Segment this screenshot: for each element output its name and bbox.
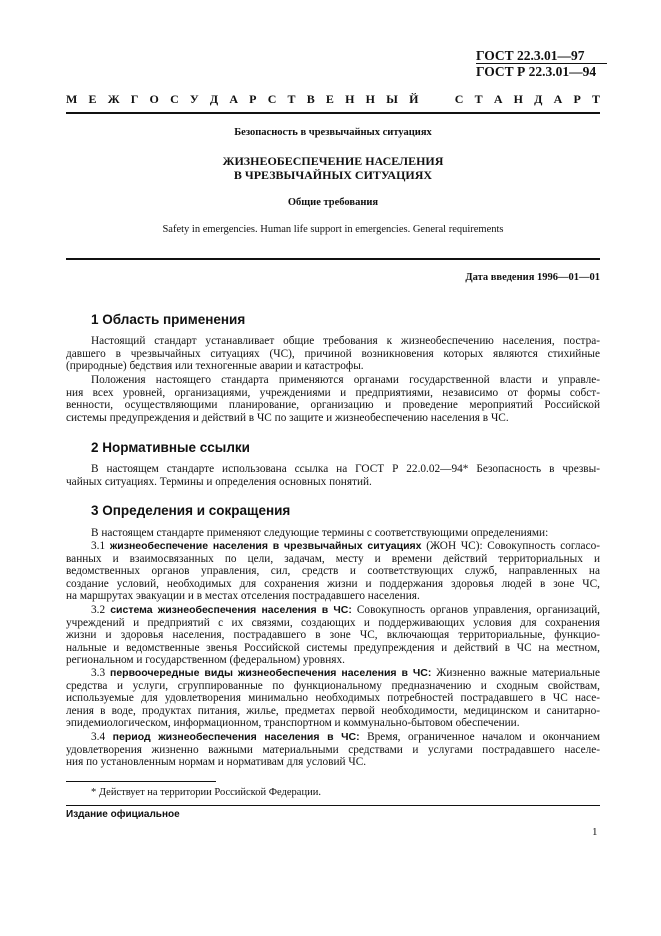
banner-letter: Й: [409, 92, 419, 106]
definition-term: система жизнеобеспечения населения в ЧС:: [110, 604, 352, 616]
banner-letter: Р: [573, 92, 581, 106]
banner-letter: Н: [365, 92, 375, 106]
standard-banner: [66, 92, 600, 107]
banner-letter: Е: [325, 92, 334, 106]
text-line: ния всех уровней, организациями, учреждениями и предприятиями, независимо от формы собст-: [66, 386, 600, 399]
text-line: учреждений и предприятий с их связями, создающих и поддерживающих условия для сохранения: [66, 616, 600, 629]
definition-3-1: [66, 540, 600, 603]
section-3-intro: [66, 527, 600, 540]
text-line: жизни и здоровья населения, пострадавшего в зоне ЧС, включающая территориальные, функцио-: [66, 629, 600, 642]
banner-letter: С: [454, 92, 464, 106]
text-line: ния по установленным нормам и нормативам для условий ЧС.: [66, 756, 367, 769]
definition-text: Совокупность органов управления, организаций,: [351, 604, 600, 616]
text-line: эпидемиологическом, информационном, транспортном и коммунально-бытовом обеспечении.: [66, 717, 520, 730]
text-line: венности, осуществляющими планирование, организацию и проведение мероприятий Российской: [66, 399, 600, 412]
banner-letter: Н: [513, 92, 523, 106]
definition-number: 3.4: [91, 731, 106, 743]
banner-letter: Т: [591, 92, 600, 106]
definition-text: Время, ограниченное началом и окончанием: [359, 731, 600, 743]
section-1-heading: 1 Область применения: [91, 312, 246, 327]
gost-number-interstate: ГОСТ 22.3.01—97: [476, 48, 607, 64]
banner-letter: В: [306, 92, 315, 106]
banner-letter: Д: [209, 92, 219, 106]
banner-letter: О: [149, 92, 159, 106]
text-line: чайных ситуациях. Термины и определения основных понятий.: [66, 475, 372, 488]
banner-letter: Р: [249, 92, 257, 106]
document-subtitle: Общие требования: [287, 197, 379, 208]
definition-first-line: [66, 731, 600, 744]
english-title: Safety in emergencies. Human life support in emergencies. General requirements: [162, 224, 504, 235]
banner-letter: Т: [287, 92, 296, 106]
section-1-paragraph-1: [66, 335, 600, 373]
banner-letter: Е: [88, 92, 97, 106]
definition-3-3: [66, 667, 600, 730]
text-line: (природные) бедствия или техногенные аварии и катастрофы.: [66, 360, 364, 373]
banner-letter: Г: [130, 92, 139, 106]
banner-letter: Ы: [386, 92, 398, 106]
introduction-date: Дата введения 1996—01—01: [465, 272, 600, 283]
document-title-line-2: В ЧРЕЗВЫЧАЙНЫХ СИТУАЦИЯХ: [233, 168, 433, 182]
text-line: ванных и взаимосвязанных по цели, задачам, месту и времени действий территориальных и: [66, 552, 600, 565]
page-number: 1: [592, 826, 598, 838]
definition-text: (ЖОН ЧС): Совокупность согласо-: [421, 540, 600, 552]
text-line: системы предупреждения и действий в ЧС по защите и жизнеобеспечению населения в ЧС.: [66, 411, 509, 424]
text-line: Положения настоящего стандарта применяются органами государственной власти и управле-: [91, 374, 600, 386]
text-line: давшего в чрезвычайных ситуациях (ЧС), причиной возникновения которых являются стихийные: [66, 347, 600, 360]
definition-term: первоочередные виды жизнеобеспечения населения в ЧС:: [109, 667, 432, 679]
text-line: региональном и государственном (федеральном) уровнях.: [66, 654, 345, 667]
section-1-paragraph-2: [66, 374, 600, 424]
definition-number: 3.3: [91, 667, 106, 679]
definition-term: жизнеобеспечение населения в чрезвычайных ситуациях: [109, 540, 422, 552]
text-line: ведомственных органов управления, сил, средств и соответствующих служб, направленных на: [66, 565, 600, 578]
banner-letter: Т: [474, 92, 483, 106]
section-2-heading: 2 Нормативные ссылки: [91, 440, 250, 455]
banner-letter: А: [493, 92, 503, 106]
text-line: ления в воде, продуктах питания, жилье, предметах первой необходимости, медицинском и санитарно-: [66, 704, 600, 717]
official-edition-label: Издание официальное: [66, 809, 180, 820]
definition-text: Жизненно важные материальные: [431, 667, 600, 679]
banner-letter: У: [189, 92, 199, 106]
footnote-rule: [66, 781, 216, 782]
footnote: * Действует на территории Российской Федерации.: [91, 787, 321, 798]
definition-first-line: [66, 540, 600, 553]
banner-letter: Н: [345, 92, 355, 106]
banner-letter: М: [66, 92, 78, 106]
banner-gap: [430, 92, 444, 107]
banner-letter: С: [267, 92, 277, 106]
section-2-paragraph-1: [66, 463, 600, 488]
text-line: В настоящем стандарте использована ссылка на ГОСТ Р 22.0.02—94* Безопасность в чрезвы-: [91, 463, 600, 475]
banner-letter: С: [170, 92, 179, 106]
banner-letter: Ж: [107, 92, 120, 106]
text-line: на маршрутах эвакуации и в местах отселения пострадавшего населения.: [66, 590, 420, 603]
text-line: удовлетворения жизненно важными материальными средствами и услугами пострадавшего населе-: [66, 743, 600, 756]
definition-first-line: [66, 604, 600, 617]
edition-rule: [66, 805, 600, 806]
section-3-intro-text: В настоящем стандарте применяют следующие термины с соответствующими определениями:: [91, 527, 549, 539]
text-line: нальные и ведомственные звенья Российской системы предупреждения и действий в ЧС на местном,: [66, 641, 600, 654]
definition-3-4: [66, 731, 600, 769]
standard-category: Безопасность в чрезвычайных ситуациях: [234, 127, 432, 138]
text-line: Настоящий стандарт устанавливает общие требования к жизнеобеспечению населения, постра-: [91, 335, 600, 347]
definition-number: 3.1: [91, 540, 106, 552]
text-line: используемые для удовлетворения минимально необходимых потребностей пострадавшего в ЧС насе-: [66, 692, 600, 705]
definition-term: период жизнеобеспечения населения в ЧС:: [112, 731, 360, 743]
top-rule: [66, 112, 600, 114]
definition-first-line: [66, 667, 600, 680]
text-line: создание условий, необходимых для сохранения жизни и поддержания здоровья людей в зоне ЧС,: [66, 577, 600, 590]
definition-number: 3.2: [91, 604, 106, 616]
banner-letter: А: [553, 92, 563, 106]
text-line: средства и услуги, сгруппированные по функциональному предназначению и сходным свойствам,: [66, 679, 600, 692]
title-bottom-rule: [66, 258, 600, 260]
banner-letter: А: [229, 92, 238, 106]
section-3-heading: 3 Определения и сокращения: [91, 503, 291, 518]
banner-letter: Д: [534, 92, 543, 106]
definition-3-2: [66, 604, 600, 667]
document-title-line-1: ЖИЗНЕОБЕСПЕЧЕНИЕ НАСЕЛЕНИЯ: [222, 154, 444, 168]
gost-number-russian: ГОСТ Р 22.3.01—94: [476, 64, 597, 79]
